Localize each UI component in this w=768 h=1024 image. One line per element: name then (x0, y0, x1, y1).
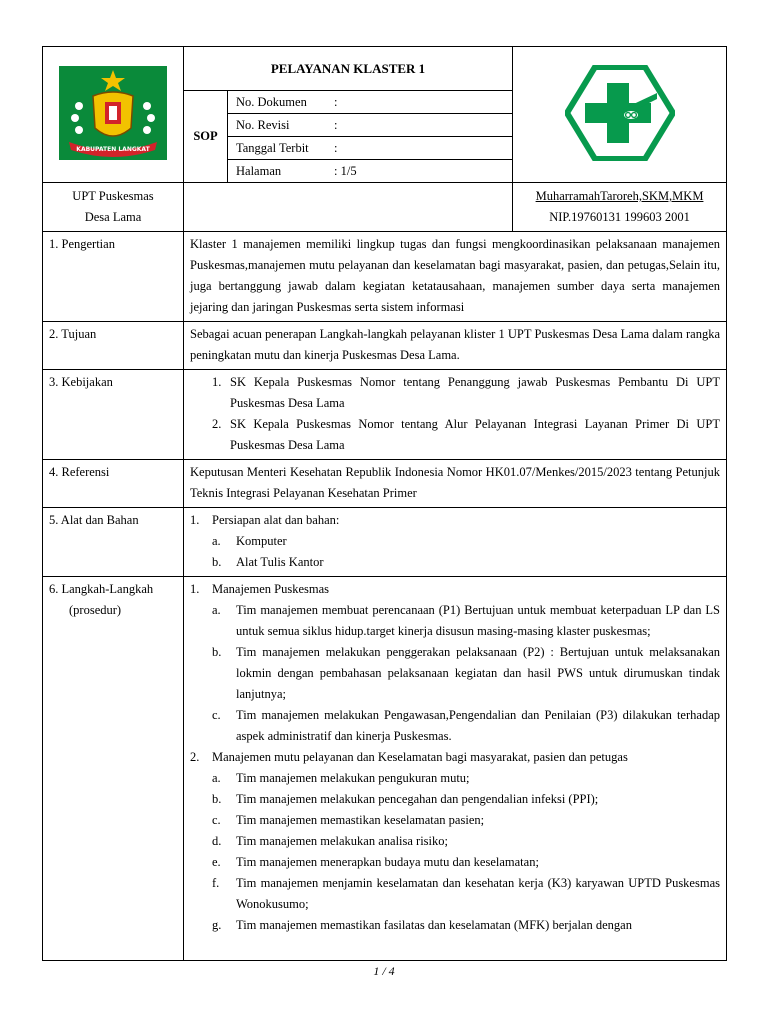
list-item: 2. Manajemen mutu pelayanan dan Keselamatan bagi masyarakat, pasien dan petugas (190, 750, 628, 764)
list-item: 2. SK Kepala Puskesmas Nomor tentang Alur Pelayanan Integrasi Layanan Primer Di UPT Puskesmas Desa Lama (212, 417, 720, 452)
section-label: 1. Pengertian (43, 232, 184, 322)
list-item: a. Komputer (212, 534, 287, 548)
section-label: 6. Langkah-Langkah (prosedur) (43, 577, 184, 961)
section-list (184, 508, 727, 577)
page-number: 1 / 4 (373, 964, 395, 978)
institution-name: UPT Puskesmas Desa Lama (43, 183, 184, 232)
kabupaten-langkat-logo-cell (43, 47, 184, 183)
list-item: b. Alat Tulis Kantor (212, 555, 324, 569)
list-item: a. Tim manajemen melakukan pengukuran mutu; (212, 771, 470, 785)
section-text: Keputusan Menteri Kesehatan Republik Indonesia Nomor HK01.07/Menkes/2015/2023 tentang Petunjuk Teknis Integrasi Pelayanan Kesehatan Primer (184, 460, 727, 508)
document-meta-table (228, 91, 512, 182)
blank-cell (184, 183, 513, 232)
meta-row: Halaman : 1/5 (236, 163, 357, 178)
list-item: 1. Persiapan alat dan bahan: (190, 513, 340, 527)
list-item: d. Tim manajemen melakukan analisa risiko; (212, 834, 448, 848)
puskesmas-logo-cell (513, 47, 727, 183)
puskesmas-logo (565, 65, 675, 161)
section-label: 2. Tujuan (43, 322, 184, 370)
list-item: 1. Manajemen Puskesmas (190, 582, 329, 596)
list-item: c. Tim manajemen memastikan keselamatan pasien; (212, 813, 485, 827)
section-text: Klaster 1 manajemen memiliki lingkup tugas dan fungsi mengkoordinasikan pelaksanaan manajemen Puskesmas,manajemen mutu pelayanan dan keselamatan bagi masyarakat, pasien, dan petugas,Selain itu, juga bertanggung jawab dalam kegiatan ketatausahaan, manajemen sumber daya serta manajemen jejaring dan jaringan Puskesmas serta sistem informasi (184, 232, 727, 322)
section-list (184, 577, 727, 961)
sop-header-table (42, 46, 727, 232)
logo-banner-text: KABUPATEN LANGKAT (76, 145, 150, 153)
sop-label: SOP (184, 91, 228, 183)
list-item: f. Tim manajemen menjamin keselamatan dan kesehatan kerja (K3) karyawan UPTD Puskesmas Wonokusumo; (212, 876, 720, 911)
section-label: 5. Alat dan Bahan (43, 508, 184, 577)
kabupaten-langkat-logo (59, 66, 167, 160)
meta-row: Tanggal Terbit : (228, 137, 512, 160)
signer-nip: NIP.19760131 199603 2001 (549, 210, 690, 224)
sop-body-table (42, 231, 727, 961)
list-item: b. Tim manajemen melakukan pencegahan dan pengendalian infeksi (PPI); (212, 792, 599, 806)
signature-block (513, 183, 727, 232)
section-pengertian (43, 232, 727, 322)
list-item: a. Tim manajemen membuat perencanaan (P1) Bertujuan untuk membuat keterpaduan LP dan LS untuk semua siklus hidup.target kinerja disusun masing-masing klaster puskesmas; (212, 603, 720, 638)
list-item: 1. SK Kepala Puskesmas Nomor tentang Penanggung jawab Puskesmas Pembantu Di UPT Puskesmas Desa Lama (212, 375, 720, 410)
section-langkah (43, 577, 727, 961)
meta-row: No. Revisi : (228, 114, 512, 137)
document-meta-cell (228, 91, 513, 183)
section-alat (43, 508, 727, 577)
section-list (184, 370, 727, 460)
list-item: c. Tim manajemen melakukan Pengawasan,Pengendalian dan Penilaian (P3) dilakukan terhadap aspek administratif dan kinerja Puskesmas. (212, 708, 720, 743)
section-kebijakan (43, 370, 727, 460)
section-tujuan (43, 322, 727, 370)
list-item: e. Tim manajemen menerapkan budaya mutu dan keselamatan; (212, 855, 539, 869)
sop-document (42, 46, 726, 961)
list-item: g. Tim manajemen memastikan fasilatas dan keselamatan (MFK) berjalan dengan (212, 918, 632, 932)
list-item: b. Tim manajemen melakukan penggerakan pelaksanaan (P2) : Bertujuan untuk melaksanakan lokmin dengan pembahasan pelaksanaan kegiatan dan hasil PWS untuk dirumuskan tindak lanjutnya; (212, 645, 720, 701)
section-text: Sebagai acuan penerapan Langkah-langkah pelayanan klister 1 UPT Puskesmas Desa Lama dalam rangka peningkatan mutu dan kinerja Puskesmas Desa Lama. (184, 322, 727, 370)
meta-row: No. Dokumen : (228, 91, 512, 114)
section-referensi (43, 460, 727, 508)
document-title: PELAYANAN KLASTER 1 (184, 47, 513, 91)
section-label: 4. Referensi (43, 460, 184, 508)
section-label: 3. Kebijakan (43, 370, 184, 460)
signer-name: MuharramahTaroreh,SKM,MKM (535, 189, 704, 203)
